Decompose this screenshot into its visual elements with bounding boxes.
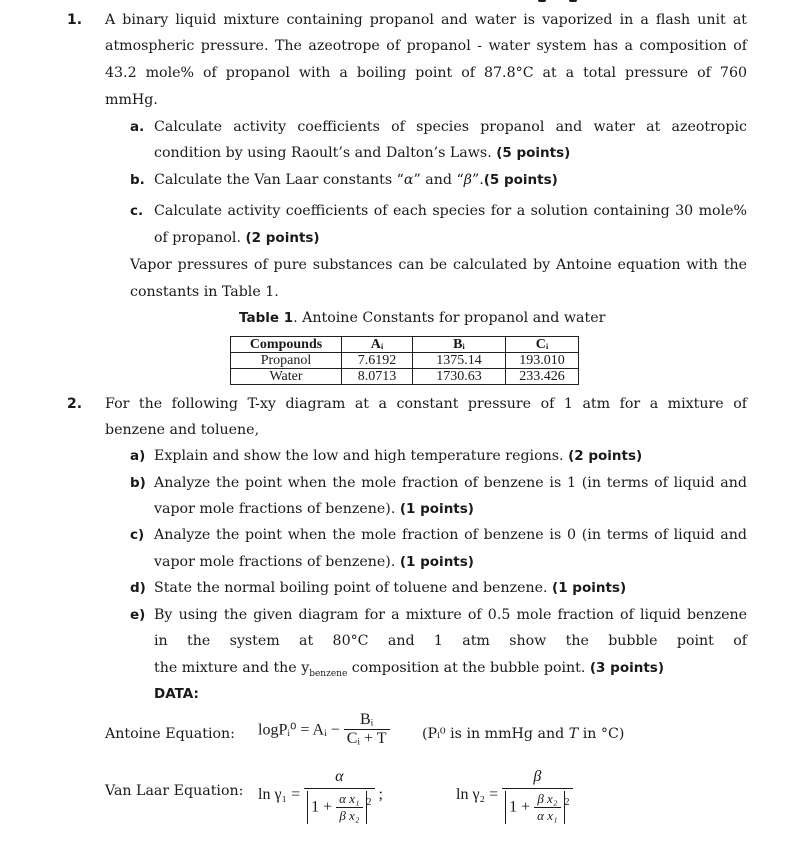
table-header: Compounds bbox=[231, 337, 342, 353]
q2a-label: a) bbox=[130, 448, 146, 464]
q1a-label: a. bbox=[130, 119, 145, 135]
alpha-symbol: α bbox=[403, 172, 414, 188]
q2c-line-2: vapor mole fractions of benzene). (1 points) bbox=[154, 554, 474, 570]
q1-line-1: A binary liquid mixture containing propanol and water is vaporized in a flash unit at bbox=[105, 12, 747, 28]
q1b-label: b. bbox=[130, 172, 145, 188]
q2b-line-1: Analyze the point when the mole fraction of benzene is 1 (in terms of liquid and bbox=[154, 475, 747, 491]
antoine-equation: logPᵢ⁰ = Aᵢ − $\frac{\text{Bᵢ}}{\text{Cᵢ + T}}$ bbox=[258, 711, 390, 748]
vanlaar-numerator-2: β bbox=[502, 766, 572, 789]
table-cell: 193.010 bbox=[506, 353, 579, 369]
antoine-label: Antoine Equation: bbox=[105, 726, 235, 742]
q1-line-4: mmHg. bbox=[105, 92, 158, 108]
q2-line-1: For the following T-xy diagram at a constant pressure of 1 atm for a mixture of bbox=[105, 396, 747, 412]
q2c-line-1: Analyze the point when the mole fraction of benzene is 0 (in terms of liquid and bbox=[154, 527, 747, 543]
question-2-number: 2. bbox=[67, 396, 83, 412]
antoine-denominator: Cᵢ + T bbox=[346, 730, 387, 747]
q1-line-2: atmospheric pressure. The azeotrope of propanol - water system has a composition of bbox=[105, 38, 747, 54]
q2e-label: e) bbox=[130, 607, 146, 623]
q2e-points: (3 points) bbox=[589, 660, 664, 676]
table-row bbox=[231, 353, 579, 369]
q2-line-2: benzene and toluene, bbox=[105, 422, 260, 438]
table-cell: 1730.63 bbox=[413, 369, 506, 385]
table-header: Aᵢ bbox=[342, 337, 413, 353]
q1c-line-2: of propanol. (2 points) bbox=[154, 230, 320, 246]
q2b-line-2: vapor mole fractions of benzene). (1 points) bbox=[154, 501, 474, 517]
q2a-points: (2 points) bbox=[568, 448, 643, 464]
vanlaar-label: Van Laar Equation: bbox=[105, 783, 244, 799]
table-header: Bᵢ bbox=[413, 337, 506, 353]
q1c-label: c. bbox=[130, 203, 144, 219]
beta-symbol: β bbox=[463, 172, 472, 188]
q2d-points: (1 points) bbox=[552, 580, 627, 596]
data-label: DATA: bbox=[154, 686, 199, 702]
q1a-points: (5 points) bbox=[496, 145, 571, 161]
q2b-label: b) bbox=[130, 475, 146, 491]
q1-line-3: 43.2 mole% of propanol with a boiling point of 87.8°C at a total pressure of 760 bbox=[105, 65, 747, 81]
vanlaar-numerator-1: α bbox=[304, 766, 374, 789]
antoine-constants-table bbox=[230, 336, 579, 385]
table-cell: Propanol bbox=[231, 353, 342, 369]
antoine-numerator: Bᵢ bbox=[344, 711, 390, 730]
q2c-points: (1 points) bbox=[399, 554, 474, 570]
table-cell: 7.6192 bbox=[342, 353, 413, 369]
table-row bbox=[231, 369, 579, 385]
q2b-points: (1 points) bbox=[399, 501, 474, 517]
top-fragment bbox=[538, 0, 546, 2]
antoine-note: (Pᵢ⁰ is in mmHg and T in °C) bbox=[422, 726, 625, 742]
table-cell: 233.426 bbox=[506, 369, 579, 385]
q2e-line-2: in the system at 80°C and 1 atm show the bubble point of bbox=[154, 633, 747, 649]
q2a-text: Explain and show the low and high temperature regions. (2 points) bbox=[154, 448, 643, 464]
q1c-line-1: Calculate activity coefficients of each species for a solution containing 30 mole% bbox=[154, 203, 747, 219]
table-cell: 8.0713 bbox=[342, 369, 413, 385]
vapor-line-1: Vapor pressures of pure substances can be calculated by Antoine equation with the bbox=[130, 257, 747, 273]
q1b-points: (5 points) bbox=[483, 172, 558, 188]
table-header: Cᵢ bbox=[506, 337, 579, 353]
vapor-line-2: constants in Table 1. bbox=[130, 284, 279, 300]
question-1-number: 1. bbox=[67, 12, 83, 28]
q2d-label: d) bbox=[130, 580, 146, 596]
q2c-label: c) bbox=[130, 527, 145, 543]
bracket-2: 1 + $\frac{\text{β x₂}}{\text{α x₁}}$ bbox=[505, 791, 564, 824]
top-fragment bbox=[569, 0, 577, 2]
q2e-line-3: the mixture and the $y_{benzene}$ composition at the bubble point. (3 points) bbox=[154, 660, 664, 679]
table-header-row bbox=[231, 337, 579, 353]
table-cell: Water bbox=[231, 369, 342, 385]
q1b-text: Calculate the Van Laar constants “α” and “β”.(5 points) bbox=[154, 172, 558, 188]
vanlaar-gamma2-equation: ln γ₂ = β 1 + $\frac{\text{β x₂}}{\text{α x₁}}$ $^2$ bbox=[456, 766, 573, 824]
table-cell: 1375.14 bbox=[413, 353, 506, 369]
q1a-line-2: condition by using Raoult’s and Dalton’s Laws. (5 points) bbox=[154, 145, 571, 161]
vanlaar-gamma1-equation: ln γ₁ = α 1 + $\frac{\text{α x₁}}{\text{β x₂}}$ $^2$ ; bbox=[258, 768, 383, 823]
table-caption: Table 1. Antoine Constants for propanol and water bbox=[239, 310, 606, 326]
q2e-line-1: By using the given diagram for a mixture of 0.5 mole fraction of liquid benzene bbox=[154, 607, 747, 623]
bracket-1: 1 + $\frac{\text{α x₁}}{\text{β x₂}}$ bbox=[307, 791, 366, 824]
q1a-line-1: Calculate activity coefficients of species propanol and water at azeotropic bbox=[154, 119, 747, 135]
q2d-text: State the normal boiling point of toluene and benzene. (1 points) bbox=[154, 580, 627, 596]
q1c-points: (2 points) bbox=[245, 230, 320, 246]
